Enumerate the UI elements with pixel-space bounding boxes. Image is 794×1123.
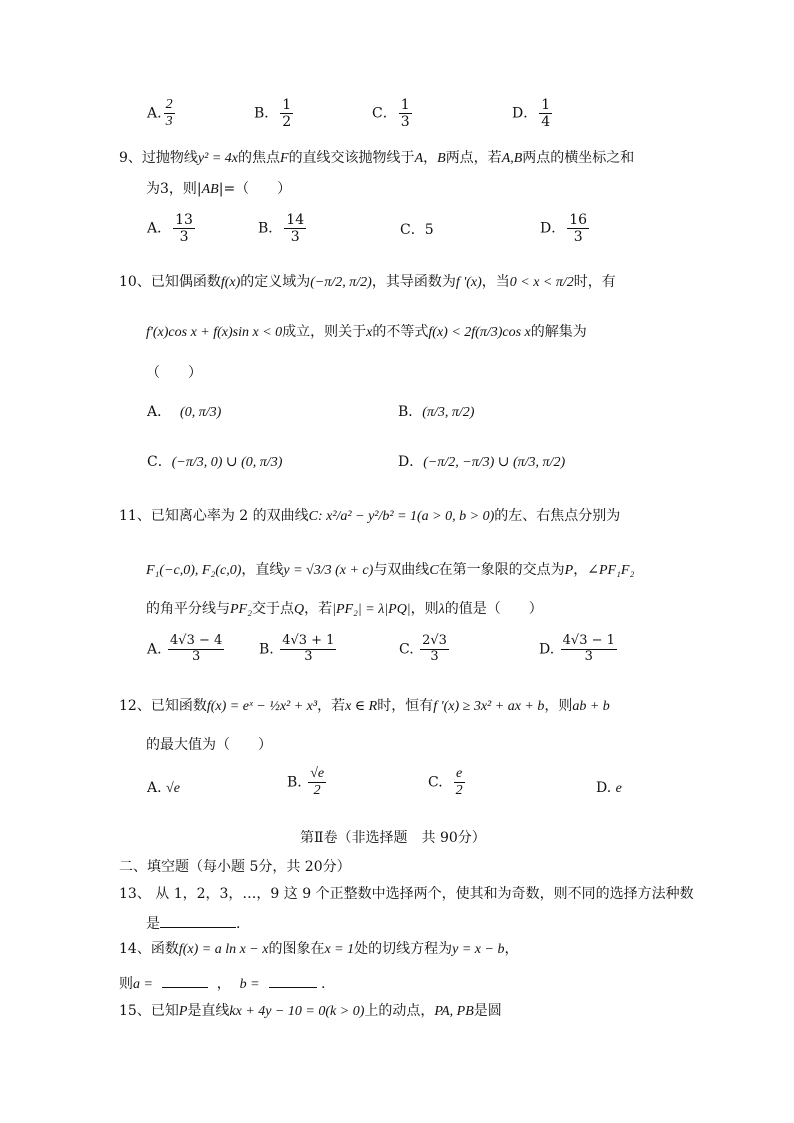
q13-stem-line2: 是 . bbox=[146, 913, 240, 933]
q13-answer-blank[interactable] bbox=[160, 913, 236, 928]
q9-option-b: B． $\frac{14}{3}$ bbox=[258, 212, 305, 246]
q9-stem-line1: 9、过抛物线y² = 4x的焦点F的直线交该抛物线于A，B两点，若A,B两点的横坐标之和 bbox=[119, 150, 635, 166]
q12-stem-line2: 的最大值为（ ） bbox=[146, 737, 272, 753]
q15-stem-line1: 15、已知P是直线kx + 4y − 10 = 0(k > 0)上的动点，PA, PB是圆 bbox=[119, 1003, 502, 1019]
q14-stem-line2: 则a = ， b = . bbox=[119, 973, 325, 994]
q14-stem-line1: 14、函数f(x) = a ln x − x的图象在x = 1处的切线方程为y = x − b， bbox=[119, 941, 519, 957]
section-heading: 二、填空题（每小题 5分，共 20分） bbox=[119, 859, 351, 875]
q10-option-a: A． (0, π/3) bbox=[147, 404, 222, 420]
section-title: 第Ⅱ卷（非选择题 共 90分） bbox=[300, 830, 486, 846]
q8-option-a: A. $\frac{2}{3}$ bbox=[147, 97, 173, 130]
q11-stem-line2: F₁(−c,0), F₂(c,0)，直线y = √3/3 (x + c)与双曲线C在第一象限的交点为P，∠PF₁F₂ bbox=[146, 562, 635, 578]
q11-option-a: A. $\frac{4√3 - 4}{3}$ bbox=[147, 633, 223, 664]
q9-option-a: A． $\frac{13}{3}$ bbox=[147, 212, 193, 246]
q10-option-b: B．(π/3, π/2) bbox=[398, 404, 475, 420]
q9-stem-line2: 为3，则|AB|=（ ） bbox=[146, 181, 292, 197]
q11-option-b: B. $\frac{4√3 + 1}{3}$ bbox=[259, 633, 335, 664]
q11-option-c: C. $\frac{2√3}{3}$ bbox=[399, 633, 447, 664]
q8-option-c: C． $\frac{1}{3}$ bbox=[372, 97, 410, 131]
q9-option-c: C．5 bbox=[400, 222, 434, 238]
q11-option-d: D. $\frac{4√3 - 1}{3}$ bbox=[539, 633, 615, 664]
q12-option-c: C. $\frac{e}{2}$ bbox=[428, 766, 463, 799]
q10-stem-line3: （ ） bbox=[146, 365, 202, 381]
q12-option-b: B. $\frac{√e}{2}$ bbox=[287, 766, 325, 799]
q12-option-d: D. e bbox=[596, 780, 622, 796]
q14-b-blank[interactable] bbox=[269, 973, 317, 988]
q13-stem-line1: 13、 从 1，2，3，…，9 这 9 个正整数中选择两个，使其和为奇数，则不同的选择方法种数 bbox=[119, 886, 694, 902]
q11-stem-line1: 11、已知离心率为 2 的双曲线C: x²/a² − y²/b² = 1(a > 0, b > 0)的左、右焦点分别为 bbox=[119, 508, 621, 524]
q8-option-b: B． $\frac{1}{2}$ bbox=[254, 97, 292, 131]
q10-option-d: D．(−π/2, −π/3) ∪ (π/3, π/2) bbox=[398, 454, 566, 470]
q12-stem-line1: 12、已知函数f(x) = eˣ − ½x² + x³，若x ∈ R时，恒有f '(x) ≥ 3x² + ax + b，则ab + b bbox=[119, 698, 610, 714]
q11-stem-line3: 的角平分线与PF₂交于点Q，若|PF₂| = λ|PQ|，则λ的值是（ ） bbox=[146, 601, 543, 617]
q8-option-d: D． $\frac{1}{4}$ bbox=[512, 97, 551, 131]
q9-option-d: D． $\frac{16}{3}$ bbox=[540, 212, 588, 246]
q10-stem-line1: 10、已知偶函数f(x)的定义域为(−π/2, π/2)，其导函数为f '(x)，当0 < x < π/2时，有 bbox=[119, 274, 616, 290]
q14-a-blank[interactable] bbox=[162, 973, 208, 988]
q10-option-c: C．(−π/3, 0) ∪ (0, π/3) bbox=[147, 454, 283, 470]
q12-option-a: A. √e bbox=[147, 780, 180, 796]
q10-stem-line2: f'(x)cos x + f(x)sin x < 0成立，则关于x的不等式f(x) < 2f(π/3)cos x的解集为 bbox=[146, 324, 587, 340]
